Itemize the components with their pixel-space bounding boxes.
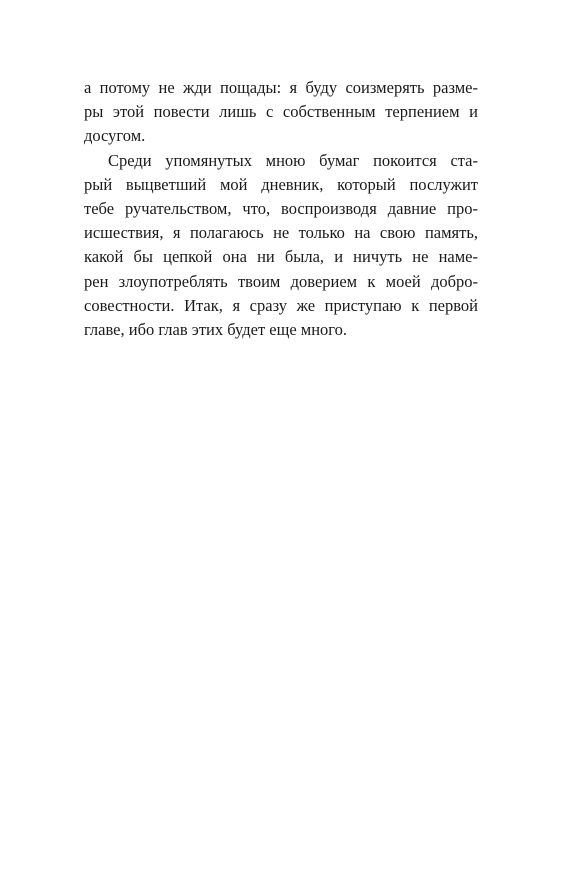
text-line: главе, ибо глав этих будет еще много.: [84, 319, 348, 339]
text-line: тебе ручательством, что, воспроизводя давние про-: [84, 198, 478, 218]
text-line: исшествия, я полагаюсь не только на свою память,: [84, 223, 478, 243]
text-line: совестности. Итак, я сразу же приступаю к первой: [84, 295, 478, 315]
text-line: какой бы цепкой она ни была, и ничуть не наме-: [84, 247, 478, 267]
text-line: досугом.: [84, 126, 146, 146]
body-text: [84, 76, 478, 342]
text-line: а потому не жди пощады: я буду соизмерять разме-: [84, 78, 478, 97]
text-line: рый выцветший мой дневник, который послужит: [84, 174, 478, 194]
text-line: ры этой повести лишь с собственным терпением и: [84, 102, 478, 122]
text-line: рен злоупотреблять твоим доверием к моей добро-: [84, 271, 478, 291]
paragraph-1: [84, 76, 478, 149]
paragraph-2: [84, 149, 478, 343]
text-line: Среди упомянутых мною бумаг покоится ста-: [108, 150, 478, 170]
